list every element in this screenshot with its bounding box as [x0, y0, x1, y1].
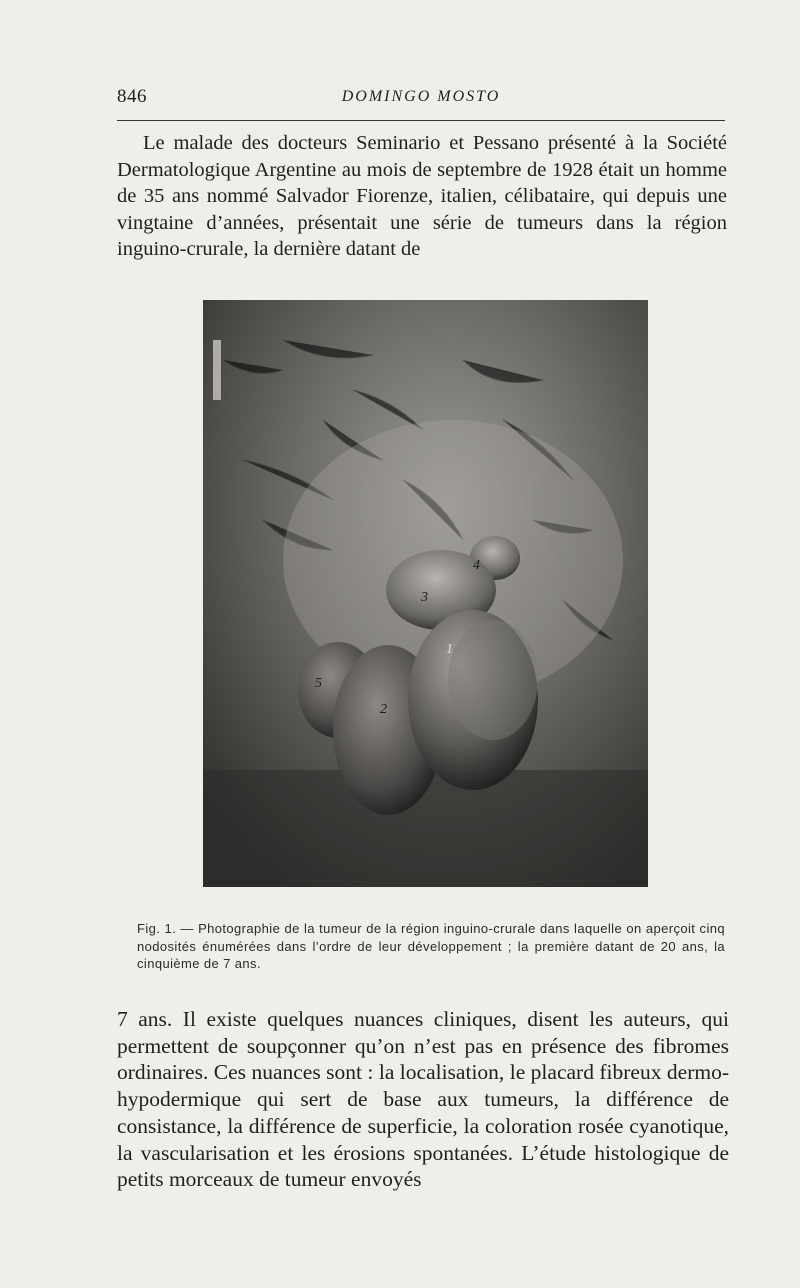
page-header — [117, 86, 725, 114]
body-paragraph-bottom: 7 ans. Il existe quelques nuances cliniques, disent les auteurs, qui permettent de soupçonner qu’on n’est pas en présence des fibromes ordinaires. Ces nuances sont : la localisation, le placard fibreux dermo-hypodermique qui sert de base aux tumeurs, la différence de consistance, la différence de superficie, la coloration rosée cyanotique, la vascularisation et les érosions spontanées. L’étude histologique de petits morceaux de tumeur envoyés — [117, 1007, 729, 1192]
page-number: 846 — [117, 86, 147, 107]
figure-label-5: 5 — [315, 676, 322, 691]
tumor-photograph — [203, 300, 648, 887]
figure-label-1: 1 — [446, 642, 453, 657]
figure-caption: Fig. 1. — Photographie de la tumeur de la région inguino-crurale dans laquelle on aperçoit cinq nodosités énumérées dans l’ordre de leur développement ; la première datant de 20 ans, la cinquième de 7 ans. — [137, 921, 725, 971]
header-rule — [117, 120, 725, 121]
figure-label-2: 2 — [380, 702, 387, 717]
figure-label-3: 3 — [421, 590, 428, 605]
running-title: DOMINGO MOSTO — [341, 88, 501, 105]
figure-label-4: 4 — [473, 558, 480, 573]
body-paragraph-top: Le malade des docteurs Seminario et Pessano présenté à la Société Dermatologique Argentine au mois de septembre de 1928 était un homme de 35 ans nommé Salvador Fiorenze, italien, célibataire, qui depuis une vingtaine d’années, présentait une série de tumeurs dans la région inguino-crurale, la dernière datant de — [117, 132, 727, 260]
